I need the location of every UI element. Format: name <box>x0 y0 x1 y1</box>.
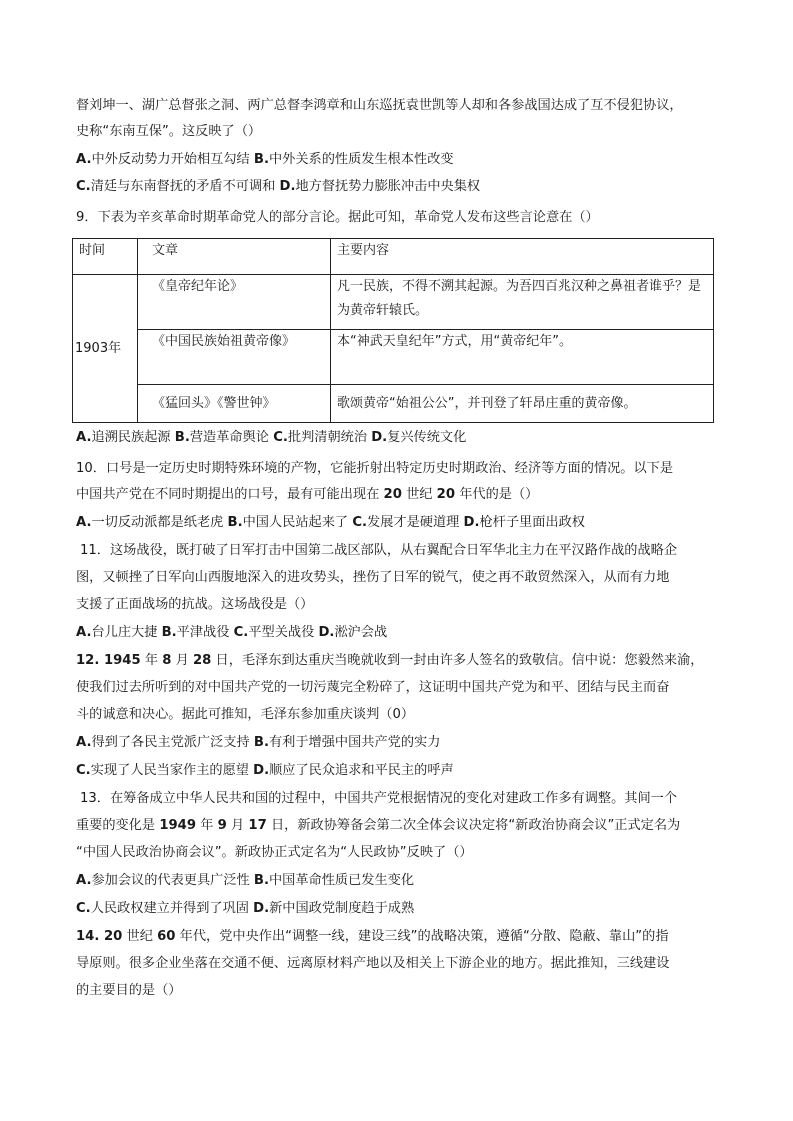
q12-option-a: 得到了各民主党派广泛支持 <box>91 735 250 750</box>
q9-stem: 9．下表为辛亥革命时期革命党人的部分言论。据此可知，革命党人发布这些言论意在（） <box>76 210 599 225</box>
q9-option-d-label: D. <box>371 430 388 445</box>
q8-stem-line1: 督刘坤一、湖广总督张之洞、两广总督李鸿章和山东巡抚袁世凯等人却和各参战国达成了互不侵犯协议， <box>76 98 683 113</box>
q11-option-a: 台儿庄大捷 <box>91 625 158 640</box>
q12-stem-line2: 使我们过去所听到的对中国共产党的一切污蔑完全粉碎了，这证明中国共产党为和平、团结与民主而奋 <box>76 680 670 695</box>
q9-option-d: 复兴传统文化 <box>387 430 467 445</box>
q9-quote-table <box>72 238 714 423</box>
text-run: 20 <box>383 487 402 502</box>
q10-option-b-label: B. <box>227 515 243 530</box>
q11-option-a-label: A. <box>76 625 92 640</box>
q9-option-b-label: B. <box>174 430 190 445</box>
q13-stem-line3: “中国人民政治协商会议”。新政协正式定名为“人民政协”反映了（） <box>76 845 473 860</box>
text-run: 年 <box>140 653 163 668</box>
q13-option-c: 人民政权建立并得到了巩固 <box>90 901 249 916</box>
q11-options <box>76 623 716 643</box>
header-content: 主要内容 <box>331 239 714 275</box>
q12-option-a-label: A. <box>76 735 92 750</box>
q13-option-a-label: A. <box>76 873 92 888</box>
header-time: 时间 <box>73 239 138 275</box>
q10-option-d-label: D. <box>463 515 480 530</box>
content-cell: 本“神武天皇纪年”方式，用“黄帝纪年”。 <box>331 330 714 385</box>
q11-option-b: 平津战役 <box>176 625 230 640</box>
article-cell: 《猛回头》《警世钟》 <box>138 385 331 423</box>
q12-option-b: 有利于增强中国共产党的实力 <box>268 735 441 750</box>
q13-option-d-label: D. <box>253 901 270 916</box>
text-run: 28 <box>193 653 212 668</box>
q8-option-b-label: B. <box>253 152 269 167</box>
q8-option-a: 中外反动势力开始相互勾结 <box>91 152 250 167</box>
table-header-row <box>73 239 714 275</box>
text-run: 14. 20 <box>76 929 123 944</box>
q12-options-row2 <box>76 761 716 781</box>
text-run: 月 <box>171 653 193 668</box>
q12-option-c: 实现了人民当家作主的愿望 <box>90 763 249 778</box>
q10-option-d: 枪杆子里面出政权 <box>479 515 585 530</box>
q13-options-row2 <box>76 899 716 919</box>
q9-option-a: 追溯民族起源 <box>91 430 171 445</box>
q11-option-b-label: B. <box>161 625 177 640</box>
q10-option-b: 中国人民站起来了 <box>242 515 349 530</box>
q13-option-d: 新中国政党制度趋于成熟 <box>269 901 415 916</box>
q13-stem-line2 <box>76 816 716 836</box>
text-run: 12. 1945 <box>76 653 141 668</box>
q13-option-b-label: B. <box>253 873 269 888</box>
text-run: 世纪 <box>122 929 158 944</box>
q8-options-row1 <box>76 150 716 170</box>
q11-option-d-label: D. <box>318 625 335 640</box>
text-run: 中国共产党在不同时期提出的口号，最有可能出现在 <box>76 487 384 502</box>
text-run: 日，新政协筹备会第二次全体会议决定将“新政治协商会议”正式定名为 <box>266 818 681 833</box>
text-run: 年 <box>196 818 218 833</box>
q12-option-b-label: B. <box>253 735 269 750</box>
q10-option-c: 发展才是硬道理 <box>367 515 460 530</box>
q11-stem-line1: 11．这场战役，既打破了日军打击中国第二战区部队，从右翼配合日军华北主力在平汉路作战的战略企 <box>80 543 678 558</box>
q9-option-b: 营造革命舆论 <box>189 430 269 445</box>
text-run: 9 <box>217 818 227 833</box>
q9-option-c-label: C. <box>273 430 288 445</box>
q11-stem-line3: 支援了正面战场的抗战。这场战役是（） <box>76 597 314 612</box>
q13-stem-line1: 13．在筹备成立中华人民共和国的过程中，中国共产党根据情况的变化对建政工作多有调整。其间一个 <box>80 791 678 806</box>
q9-options <box>76 428 716 448</box>
text-run: 年代，党中央作出“调整一线，建设三线”的战略决策，遵循“分散、隐蔽、靠山”的指 <box>175 929 669 944</box>
table-row <box>73 385 714 423</box>
q13-option-b: 中国革命性质已发生变化 <box>268 873 415 888</box>
q12-option-d: 顺应了民众追求和平民主的呼声 <box>269 763 454 778</box>
text-run: 20 <box>436 487 455 502</box>
q10-stem-line1: 10．口号是一定历史时期特殊环境的产物，它能折射出特定历史时期政治、经济等方面的情况。以下是 <box>76 461 674 476</box>
q11-option-d: 淞沪会战 <box>334 625 388 640</box>
q8-option-d-label: D. <box>279 179 296 194</box>
q10-option-c-label: C. <box>352 515 368 530</box>
text-run: 重要的变化是 <box>76 818 160 833</box>
article-cell: 《皇帝纪年论》 <box>138 275 331 330</box>
header-article: 文章 <box>138 239 331 275</box>
q8-option-b: 中外关系的性质发生根本性改变 <box>268 152 454 167</box>
text-run: 60 <box>157 929 176 944</box>
text-run: 世纪 <box>401 487 437 502</box>
text-run: 17 <box>248 818 267 833</box>
content-cell <box>331 275 714 330</box>
text-run: 月 <box>226 818 249 833</box>
q10-options <box>76 513 716 533</box>
q8-option-a-label: A. <box>76 152 92 167</box>
text-run: 日，毛泽东到达重庆当晚就收到一封由许多人签名的致敬信。信中说：您毅然来渝， <box>211 653 704 668</box>
q8-option-c-label: C. <box>76 179 91 194</box>
text-run: 8 <box>162 653 172 668</box>
content-cell: 歌颂黄帝“始祖公公”，并刊登了轩昂庄重的黄帝像。 <box>331 385 714 423</box>
q8-option-d: 地方督抚势力膨胀冲击中央集权 <box>295 179 481 194</box>
q9-option-a-label: A. <box>76 430 92 445</box>
q14-stem-line2: 导原则。很多企业坐落在交通不便、远离原材料产地以及相关上下游企业的地方。据此推知，三线建设 <box>76 956 670 971</box>
article-cell: 《中国民族始祖黄帝像》 <box>138 330 331 385</box>
q14-stem-line1 <box>76 927 716 947</box>
table-row <box>73 275 714 330</box>
q8-stem-line2: 史称“东南互保”。这反映了（） <box>76 124 262 139</box>
content-line: 为黄帝轩辕氏。 <box>337 303 429 318</box>
q12-option-c-label: C. <box>76 763 91 778</box>
q11-option-c-label: C. <box>233 625 249 640</box>
year-cell: 1903年 <box>73 275 138 423</box>
q9-option-c: 批判清朝统治 <box>287 430 368 445</box>
content-line: 凡一民族，不得不溯其起源。为吾四百兆汉种之鼻祖者谁乎？是 <box>337 279 702 294</box>
q8-option-c: 清廷与东南督抚的矛盾不可调和 <box>90 179 276 194</box>
q12-stem-line3: 斗的诚意和决心。据此可推知，毛泽东参加重庆谈判（0） <box>76 707 415 722</box>
q12-stem-line1 <box>76 651 716 671</box>
q12-option-d-label: D. <box>253 763 270 778</box>
q10-stem-line2 <box>76 485 716 505</box>
text-run: 1949 <box>159 818 197 833</box>
q11-stem-line2: 图，又顿挫了日军向山西腹地深入的进攻势头，挫伤了日军的锐气，使之再不敢贸然深入，从而有力地 <box>76 570 670 585</box>
text-run: 年代的是（） <box>455 487 539 502</box>
q10-option-a: 一切反动派都是纸老虎 <box>91 515 224 530</box>
q13-option-a: 参加会议的代表更具广泛性 <box>91 873 250 888</box>
q13-option-c-label: C. <box>76 901 91 916</box>
q12-options-row1 <box>76 733 716 753</box>
q13-options-row1 <box>76 871 716 891</box>
q8-options-row2 <box>76 177 716 197</box>
q14-stem-line3: 的主要目的是（） <box>76 983 182 998</box>
table-row <box>73 330 714 385</box>
q11-option-c: 平型关战役 <box>248 625 315 640</box>
q10-option-a-label: A. <box>76 515 92 530</box>
